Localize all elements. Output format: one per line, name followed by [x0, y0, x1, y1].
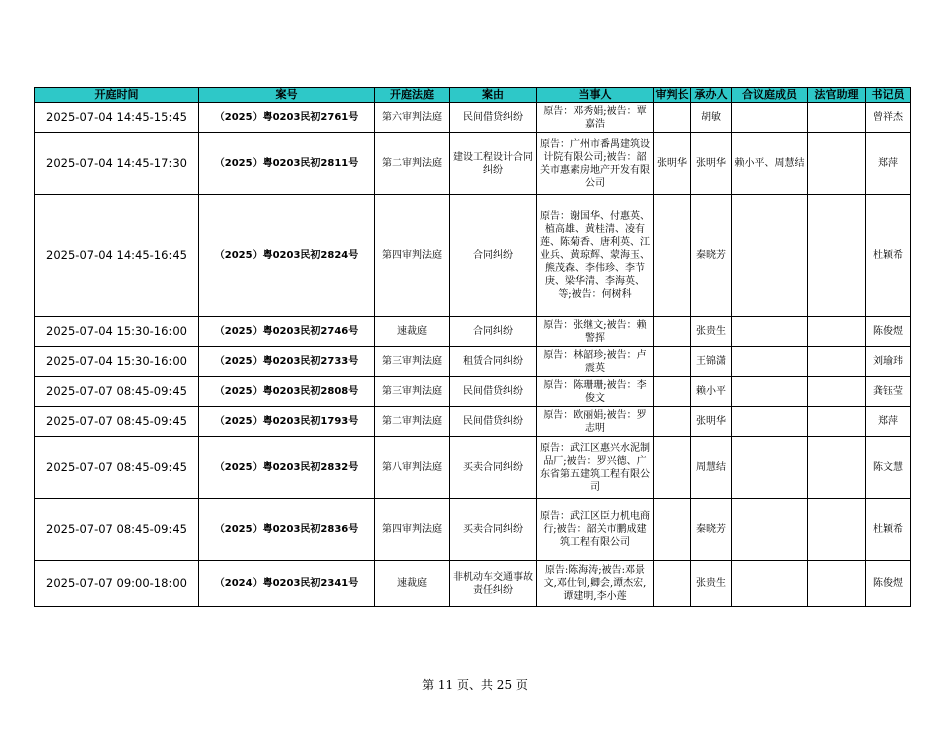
cell-chief-judge — [654, 407, 691, 437]
table-row — [35, 317, 911, 347]
header-cause: 案由 — [450, 88, 537, 103]
hearing-schedule-table — [34, 87, 911, 607]
cell-handler: 张贵生 — [691, 561, 732, 607]
cell-cause: 建设工程设计合同纠纷 — [450, 133, 537, 195]
cell-time: 2025-07-04 14:45-16:45 — [35, 195, 199, 317]
cell-case-number: （2025）粤0203民初2832号 — [199, 437, 375, 499]
cell-time: 2025-07-07 09:00-18:00 — [35, 561, 199, 607]
cell-time: 2025-07-07 08:45-09:45 — [35, 377, 199, 407]
cell-handler: 张贵生 — [691, 317, 732, 347]
table-row — [35, 437, 911, 499]
cell-handler: 周慧结 — [691, 437, 732, 499]
cell-chief-judge — [654, 103, 691, 133]
cell-parties: 原告：广州市番禺建筑设计院有限公司;被告：韶关市惠素房地产开发有限公司 — [537, 133, 654, 195]
header-clerk: 书记员 — [866, 88, 911, 103]
cell-parties: 原告：谢国华、付惠英、植高雄、黄桂清、凌有莲、陈菊香、唐利英、江业兵、黄琼辉、蒙海玉、熊茂森、李伟珍、李节庚、梁华清、李海英、等;被告：何树科 — [537, 195, 654, 317]
cell-cause: 合同纠纷 — [450, 195, 537, 317]
cell-clerk: 杜颖希 — [866, 195, 911, 317]
cell-handler: 张明华 — [691, 133, 732, 195]
cell-panel-members — [732, 317, 808, 347]
cell-panel-members — [732, 347, 808, 377]
header-case-number: 案号 — [199, 88, 375, 103]
cell-clerk: 陈文慧 — [866, 437, 911, 499]
cell-court: 第二审判法庭 — [375, 133, 450, 195]
table-row — [35, 133, 911, 195]
cell-time: 2025-07-04 15:30-16:00 — [35, 317, 199, 347]
cell-time: 2025-07-04 15:30-16:00 — [35, 347, 199, 377]
cell-time: 2025-07-04 14:45-15:45 — [35, 103, 199, 133]
cell-cause: 民间借贷纠纷 — [450, 103, 537, 133]
cell-case-number: （2025）粤0203民初2808号 — [199, 377, 375, 407]
cell-chief-judge — [654, 377, 691, 407]
cell-cause: 非机动车交通事故责任纠纷 — [450, 561, 537, 607]
cell-case-number: （2024）粤0203民初2341号 — [199, 561, 375, 607]
cell-case-number: （2025）粤0203民初2811号 — [199, 133, 375, 195]
cell-judge-assistant — [808, 133, 866, 195]
cell-cause: 租赁合同纠纷 — [450, 347, 537, 377]
cell-handler: 张明华 — [691, 407, 732, 437]
table-row — [35, 561, 911, 607]
cell-case-number: （2025）粤0203民初2761号 — [199, 103, 375, 133]
cell-time: 2025-07-07 08:45-09:45 — [35, 499, 199, 561]
cell-judge-assistant — [808, 347, 866, 377]
table-row — [35, 103, 911, 133]
cell-chief-judge — [654, 347, 691, 377]
cell-court: 第三审判法庭 — [375, 377, 450, 407]
header-parties: 当事人 — [537, 88, 654, 103]
cell-judge-assistant — [808, 437, 866, 499]
cell-time: 2025-07-07 08:45-09:45 — [35, 437, 199, 499]
cell-parties: 原告：张继文;被告：赖警挥 — [537, 317, 654, 347]
cell-clerk: 郑萍 — [866, 133, 911, 195]
cell-cause: 买卖合同纠纷 — [450, 499, 537, 561]
cell-case-number: （2025）粤0203民初1793号 — [199, 407, 375, 437]
cell-handler: 胡敏 — [691, 103, 732, 133]
cell-parties: 原告:陈海涛;被告:邓景文,邓仕钊,卿会,谭杰宏,谭建明,李小莲 — [537, 561, 654, 607]
cell-judge-assistant — [808, 195, 866, 317]
cell-case-number: （2025）粤0203民初2824号 — [199, 195, 375, 317]
cell-clerk: 龚钰莹 — [866, 377, 911, 407]
header-panel-members: 合议庭成员 — [732, 88, 808, 103]
table-row — [35, 347, 911, 377]
cell-clerk: 刘瑜玮 — [866, 347, 911, 377]
cell-clerk: 郑萍 — [866, 407, 911, 437]
cell-chief-judge: 张明华 — [654, 133, 691, 195]
cell-panel-members — [732, 103, 808, 133]
cell-chief-judge — [654, 195, 691, 317]
cell-judge-assistant — [808, 407, 866, 437]
cell-court: 第四审判法庭 — [375, 195, 450, 317]
cell-handler: 秦晓芳 — [691, 195, 732, 317]
cell-parties: 原告：欧丽娟;被告：罗志明 — [537, 407, 654, 437]
header-row — [35, 88, 911, 103]
header-court: 开庭法庭 — [375, 88, 450, 103]
cell-parties: 原告：武江区臣力机电商行;被告：韶关市鹏成建筑工程有限公司 — [537, 499, 654, 561]
cell-case-number: （2025）粤0203民初2733号 — [199, 347, 375, 377]
cell-time: 2025-07-04 14:45-17:30 — [35, 133, 199, 195]
table-row — [35, 195, 911, 317]
cell-court: 第八审判法庭 — [375, 437, 450, 499]
cell-chief-judge — [654, 317, 691, 347]
cell-panel-members — [732, 561, 808, 607]
table-row — [35, 499, 911, 561]
cell-judge-assistant — [808, 561, 866, 607]
cell-panel-members — [732, 437, 808, 499]
cell-cause: 买卖合同纠纷 — [450, 437, 537, 499]
cell-case-number: （2025）粤0203民初2746号 — [199, 317, 375, 347]
cell-parties: 原告：邓秀娟;被告：覃嘉浩 — [537, 103, 654, 133]
cell-court: 速裁庭 — [375, 317, 450, 347]
cell-chief-judge — [654, 437, 691, 499]
cell-handler: 秦晓芳 — [691, 499, 732, 561]
cell-clerk: 陈俊煜 — [866, 317, 911, 347]
cell-parties: 原告：陈珊珊;被告：李俊文 — [537, 377, 654, 407]
cell-panel-members: 赖小平、周慧结 — [732, 133, 808, 195]
header-handler: 承办人 — [691, 88, 732, 103]
table-row — [35, 377, 911, 407]
cell-cause: 合同纠纷 — [450, 317, 537, 347]
cell-clerk: 杜颖希 — [866, 499, 911, 561]
cell-court: 第六审判法庭 — [375, 103, 450, 133]
cell-time: 2025-07-07 08:45-09:45 — [35, 407, 199, 437]
cell-handler: 赖小平 — [691, 377, 732, 407]
table-row — [35, 407, 911, 437]
header-judge-assistant: 法官助理 — [808, 88, 866, 103]
cell-judge-assistant — [808, 103, 866, 133]
cell-judge-assistant — [808, 499, 866, 561]
cell-handler: 王锦潇 — [691, 347, 732, 377]
cell-judge-assistant — [808, 317, 866, 347]
cell-chief-judge — [654, 499, 691, 561]
cell-panel-members — [732, 499, 808, 561]
cell-clerk: 陈俊煜 — [866, 561, 911, 607]
cell-panel-members — [732, 407, 808, 437]
cell-clerk: 曾祥杰 — [866, 103, 911, 133]
cell-cause: 民间借贷纠纷 — [450, 377, 537, 407]
cell-court: 速裁庭 — [375, 561, 450, 607]
cell-panel-members — [732, 195, 808, 317]
cell-court: 第二审判法庭 — [375, 407, 450, 437]
header-time: 开庭时间 — [35, 88, 199, 103]
cell-judge-assistant — [808, 377, 866, 407]
header-chief-judge: 审判长 — [655, 88, 689, 101]
cell-court: 第三审判法庭 — [375, 347, 450, 377]
cell-case-number: （2025）粤0203民初2836号 — [199, 499, 375, 561]
page-footer: 第 11 页、共 25 页 — [422, 678, 528, 692]
cell-parties: 原告：武江区惠兴水泥制品厂;被告：罗兴德、广东省第五建筑工程有限公司 — [537, 437, 654, 499]
cell-cause: 民间借贷纠纷 — [450, 407, 537, 437]
cell-parties: 原告：林韶珍;被告：卢震英 — [537, 347, 654, 377]
cell-panel-members — [732, 377, 808, 407]
cell-court: 第四审判法庭 — [375, 499, 450, 561]
cell-chief-judge — [654, 561, 691, 607]
